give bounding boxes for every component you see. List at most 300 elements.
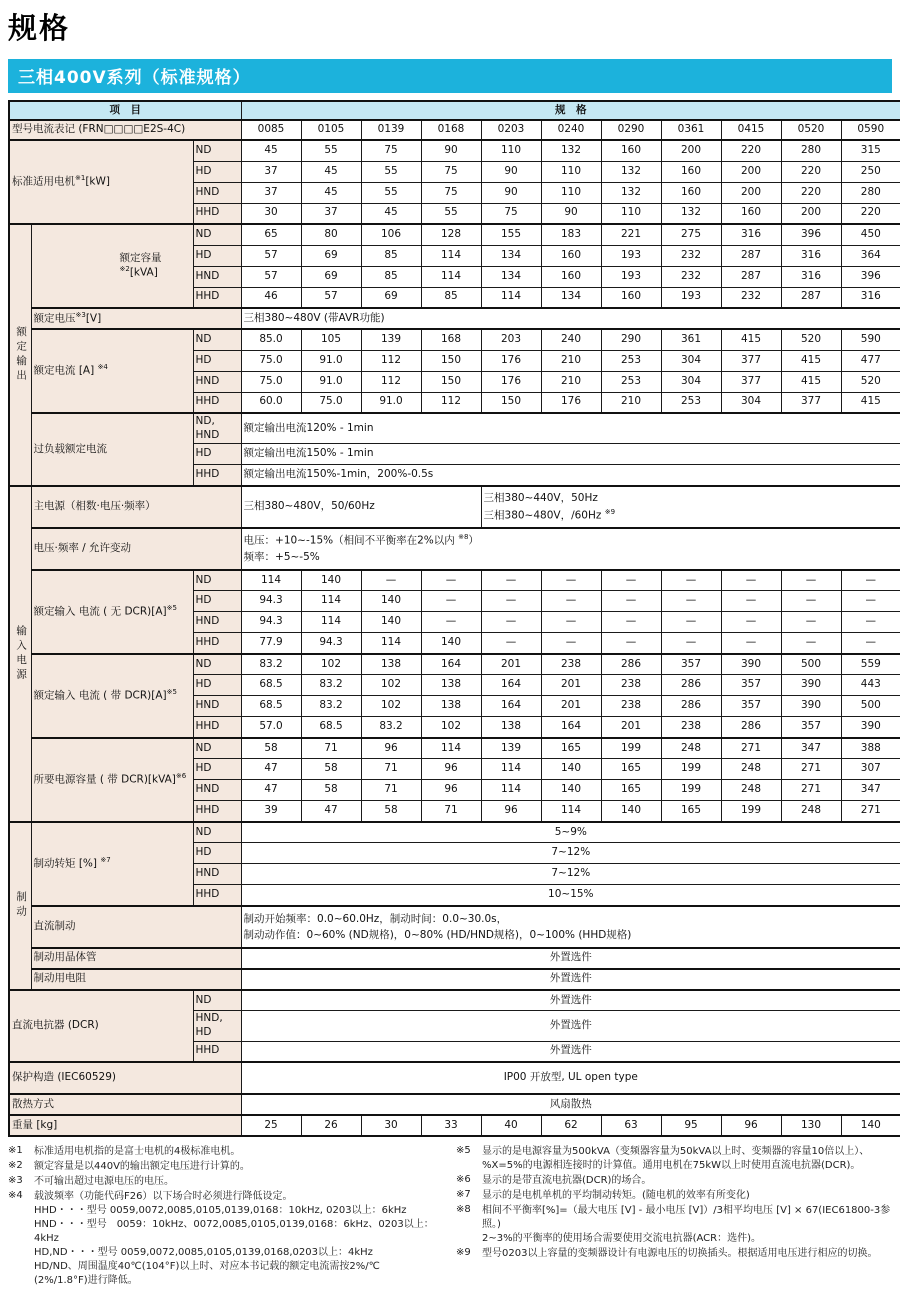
value-cell: — [421,591,481,612]
value-cell: 165 [601,780,661,801]
row-label: 散热方式 [9,1094,241,1115]
footnotes-right-column [456,1145,892,1289]
value-cell: 112 [361,350,421,371]
spec-text: 外置选件 [241,990,900,1011]
value-cell: 377 [781,392,841,413]
value-cell: 271 [781,780,841,801]
mode-label: ND [193,822,241,843]
footnote [456,1204,892,1246]
value-cell: 47 [241,780,301,801]
value-cell: — [481,612,541,633]
spec-table-body [9,101,900,1136]
value-cell: 58 [241,738,301,759]
value-cell: 69 [361,287,421,308]
value-cell: — [781,591,841,612]
value-cell: 114 [481,780,541,801]
value-cell: 377 [721,350,781,371]
footnote-ref: ※7 [100,856,111,865]
footnote [8,1190,444,1288]
value-cell: 232 [661,245,721,266]
value-cell: 128 [421,224,481,245]
row-label: 制动用电阻 [31,969,241,990]
value-cell: 55 [361,182,421,203]
value-cell: 164 [481,696,541,717]
value-cell: 110 [541,182,601,203]
footnote-line: HD,ND・・・型号 0059,0072,0085,0105,0139,0168,0203以上：4kHz [34,1247,373,1259]
value-cell: 316 [721,224,781,245]
spec-text: 额定输出电流120% - 1min [241,413,900,444]
footnote-marker: ※5 [456,1145,471,1157]
value-cell: 110 [601,203,661,224]
value-cell: 83.2 [301,696,361,717]
value-cell: 65 [241,224,301,245]
footnote [456,1145,892,1173]
value-cell: 396 [841,266,900,287]
value-cell: 140 [301,570,361,591]
value-cell: — [481,570,541,591]
value-cell: 140 [541,759,601,780]
value-cell: 114 [421,266,481,287]
value-cell: 500 [781,654,841,675]
spec-text: 外置选件 [241,1041,900,1062]
spec-table [8,100,900,1137]
value-cell: 69 [301,266,361,287]
value-cell: — [541,612,601,633]
mode-label: HND [193,371,241,392]
value-cell: 75 [421,182,481,203]
value-cell: 95 [661,1115,721,1136]
value-cell: 114 [301,591,361,612]
value-cell: 238 [541,654,601,675]
value-cell: 114 [421,245,481,266]
value-cell: 364 [841,245,900,266]
value-cell: 176 [481,371,541,392]
value-cell: 134 [481,245,541,266]
value-cell: 106 [361,224,421,245]
row-label: 额定电压$^{※3}$[V] [31,308,241,329]
mode-label: HD [193,759,241,780]
footnote-ref: ※8 [458,533,469,542]
footnote-ref: ※9 [604,507,616,516]
value-cell: — [661,633,721,654]
value-cell: 75.0 [241,371,301,392]
value-cell: 112 [361,371,421,392]
value-cell: 193 [601,266,661,287]
mode-label: HD [193,591,241,612]
mode-label: ND [193,654,241,675]
footnote-line: 显示的是带直流电抗器(DCR)的场合。 [482,1175,652,1187]
group-label: 额定输出 [9,224,31,486]
value-cell: 220 [781,182,841,203]
mode-label: HHD [193,287,241,308]
value-cell: 286 [721,717,781,738]
value-cell: 68.5 [301,717,361,738]
mode-label: HD [193,843,241,864]
value-cell: 200 [721,182,781,203]
value-cell: — [841,633,900,654]
value-cell: 201 [541,675,601,696]
spec-text: 7~12% [241,843,900,864]
value-cell: — [541,570,601,591]
value-cell: 390 [841,717,900,738]
mode-label: HHD [193,465,241,486]
mode-label: HHD [193,717,241,738]
value-cell: 201 [601,717,661,738]
spec-text: 外置选件 [241,1011,900,1041]
value-cell: 91.0 [301,350,361,371]
value-cell: 58 [301,780,361,801]
value-cell: 238 [601,696,661,717]
row-label: 直流电抗器 (DCR) [9,990,193,1062]
value-cell: 90 [481,182,541,203]
value-cell: 250 [841,161,900,182]
value-cell: 114 [481,759,541,780]
value-cell: — [841,612,900,633]
value-cell: 80 [301,224,361,245]
value-cell: 45 [301,182,361,203]
value-cell: 140 [841,1115,900,1136]
mode-label: HND [193,612,241,633]
value-cell: 37 [301,203,361,224]
value-cell: 58 [361,801,421,822]
value-cell: 307 [841,759,900,780]
footnote-marker: ※6 [456,1174,471,1186]
spec-text: 7~12% [241,864,900,885]
value-cell: 271 [721,738,781,759]
value-cell: 357 [661,654,721,675]
value-cell: 140 [601,801,661,822]
model-code: 0105 [301,120,361,140]
value-cell: 176 [481,350,541,371]
value-cell: 138 [421,675,481,696]
footnote-ref: ※2 [119,265,130,274]
value-cell: 39 [241,801,301,822]
value-cell: 55 [361,161,421,182]
mode-label: ND [193,140,241,161]
row-label: 所要电源容量 ( 带 DCR)[kVA]$^{※6}$ [31,738,193,822]
model-code: 0415 [721,120,781,140]
value-cell: 102 [301,654,361,675]
mode-label: HND [193,696,241,717]
value-cell: 286 [661,675,721,696]
value-cell: 248 [661,738,721,759]
value-cell: 238 [661,717,721,738]
value-cell: 199 [721,801,781,822]
value-cell: 221 [601,224,661,245]
spec-text: 制动开始频率：0.0~60.0Hz，制动时间：0.0~30.0s， 制动动作值：0~60% (ND规格)，0~80% (HD/HND规格)，0~100% (HHD规格) [241,906,900,948]
value-cell: — [781,633,841,654]
footnotes [8,1145,892,1289]
spec-text: 风扇散热 [241,1094,900,1115]
value-cell: 37 [241,182,301,203]
mode-label: HHD [193,203,241,224]
value-cell: 47 [241,759,301,780]
group-label: 输入电源 [9,486,31,822]
value-cell: — [601,633,661,654]
value-cell: — [721,612,781,633]
footnote-ref: ※5 [166,688,177,697]
value-cell: 183 [541,224,601,245]
value-cell: 60.0 [241,392,301,413]
value-cell: 199 [661,759,721,780]
value-cell: 114 [301,612,361,633]
value-cell: 253 [601,350,661,371]
value-cell: 138 [421,696,481,717]
value-cell: 287 [781,287,841,308]
value-cell: 140 [361,591,421,612]
model-code: 0290 [601,120,661,140]
row-label: 保护构造 (IEC60529) [9,1062,241,1094]
row-label: 额定电流 [A] $^{※4}$ [31,329,193,413]
value-cell: — [361,570,421,591]
spec-text: 电压：+10~-15%（相间不平衡率在2%以内 $^{※8}$） 频率：+5~-5% [241,528,900,570]
row-label: 电压·频率 / 允许变动 [31,528,241,570]
value-cell: 68.5 [241,675,301,696]
value-cell: — [601,570,661,591]
spec-text: 额定输出电流150% - 1min [241,444,900,465]
footnote-ref: ※1 [75,174,86,183]
value-cell: 96 [361,738,421,759]
row-label: 额定输入 电流 ( 无 $DCR)[A]^{※5}$ [31,570,193,654]
value-cell: 83.2 [241,654,301,675]
value-cell: 57 [301,287,361,308]
footnote [8,1160,444,1174]
value-cell: 75.0 [241,350,301,371]
footnote-marker: ※1 [8,1145,23,1157]
value-cell: 96 [721,1115,781,1136]
value-cell: 164 [481,675,541,696]
value-cell: 390 [781,696,841,717]
value-cell: 139 [481,738,541,759]
model-code: 0590 [841,120,900,140]
mode-label: HHD [193,392,241,413]
value-cell: 55 [301,140,361,161]
value-cell: 160 [661,161,721,182]
value-cell: 102 [421,717,481,738]
footnote-line: HHD・・・型号 0059,0072,0085,0105,0139,0168：10kHz, 0203以上：6kHz [34,1205,407,1217]
value-cell: 140 [541,780,601,801]
value-cell: — [421,612,481,633]
value-cell: 253 [601,371,661,392]
value-cell: 199 [601,738,661,759]
value-cell: 71 [421,801,481,822]
value-cell: 357 [781,717,841,738]
value-cell: 114 [421,738,481,759]
footnote-ref: ※6 [175,772,187,781]
value-cell: 248 [721,780,781,801]
value-cell: 91.0 [361,392,421,413]
value-cell: 286 [601,654,661,675]
value-cell: 415 [781,350,841,371]
footnote-line: (2%/1.8°F)进行降低。 [34,1275,138,1287]
value-cell: 55 [421,203,481,224]
footnote-line: 型号0203以上容量的变频器设计有电源电压的切换插头。根据适用电压进行相应的切换。 [482,1248,878,1260]
value-cell: 96 [481,801,541,822]
value-cell: 140 [361,612,421,633]
value-cell: 415 [841,392,900,413]
value-cell: 75 [481,203,541,224]
footnote-line: 额定容量是以440V的输出额定电压进行计算的。 [34,1161,250,1173]
value-cell: 138 [361,654,421,675]
value-cell: 57 [241,266,301,287]
model-code: 0203 [481,120,541,140]
value-cell: 110 [541,161,601,182]
value-cell: 130 [781,1115,841,1136]
footnote-marker: ※2 [8,1160,23,1172]
value-cell: 165 [601,759,661,780]
row-label: 重量 [kg] [9,1115,241,1136]
value-cell: 155 [481,224,541,245]
footnote-marker: ※9 [456,1247,471,1259]
value-cell: 377 [721,371,781,392]
mode-label: ND [193,738,241,759]
footnotes-left-column [8,1145,444,1289]
value-cell: — [781,612,841,633]
value-cell: 500 [841,696,900,717]
value-cell: 200 [721,161,781,182]
value-cell: 201 [481,654,541,675]
footnote [456,1174,892,1188]
value-cell: 45 [301,161,361,182]
value-cell: — [721,591,781,612]
mode-label: HHD [193,633,241,654]
value-cell: 90 [541,203,601,224]
spec-text: 10~15% [241,885,900,906]
value-cell: 150 [421,350,481,371]
value-cell: 114 [481,287,541,308]
value-cell: 112 [421,392,481,413]
mode-label: HD [193,350,241,371]
value-cell: 150 [481,392,541,413]
model-row-label: 型号电流表记 (FRN□□□□E2S-4C) [9,120,241,140]
column-header-item: 项 目 [9,101,241,120]
value-cell: — [841,591,900,612]
value-cell: 160 [601,287,661,308]
value-cell: 37 [241,161,301,182]
value-cell: 85.0 [241,329,301,350]
group-label: 制动 [9,822,31,990]
value-cell: 85 [361,245,421,266]
row-label: 制动用晶体管 [31,948,241,969]
value-cell: 164 [541,717,601,738]
footnote-marker: ※8 [456,1204,471,1216]
value-cell: 110 [481,140,541,161]
value-cell: 132 [601,161,661,182]
value-cell: 165 [541,738,601,759]
value-cell: — [781,570,841,591]
footnote-marker: ※3 [8,1175,23,1187]
value-cell: — [601,612,661,633]
value-cell: 134 [541,287,601,308]
spec-text: 额定输出电流150%-1min，200%-0.5s [241,465,900,486]
mode-label: ND [193,329,241,350]
value-cell: 304 [721,392,781,413]
value-cell: 26 [301,1115,361,1136]
footnote-line: 不可输出超过电源电压的电压。 [34,1176,174,1188]
spec-text: 三相380~480V，50/60Hz [241,486,481,528]
value-cell: 150 [421,371,481,392]
value-cell: 316 [781,245,841,266]
spec-text: 三相380~440V，50Hz 三相380~480V，/60Hz $^{※9}$ [481,486,900,528]
mode-label: HD [193,444,241,465]
footnote-ref: ※5 [166,604,177,613]
spec-text: 外置选件 [241,969,900,990]
row-label: 额定容量$^{※2}$[kVA] [31,224,193,308]
value-cell: 390 [781,675,841,696]
value-cell: 220 [721,140,781,161]
model-code: 0139 [361,120,421,140]
series-banner [8,59,892,93]
footnote-marker: ※7 [456,1189,471,1201]
value-cell: 443 [841,675,900,696]
value-cell: 132 [661,203,721,224]
value-cell: — [661,612,721,633]
row-label: 额定输入 电流 ( 带 $DCR)[A]^{※5}$ [31,654,193,738]
footnote-line: 标准适用电机指的是富士电机的4极标准电机。 [34,1146,241,1158]
value-cell: 91.0 [301,371,361,392]
value-cell: 220 [781,161,841,182]
value-cell: 590 [841,329,900,350]
value-cell: 200 [781,203,841,224]
footnote-ref: ※4 [97,363,108,372]
value-cell: 45 [241,140,301,161]
row-label: 过负载额定电流 [31,413,193,486]
value-cell: 253 [661,392,721,413]
value-cell: 62 [541,1115,601,1136]
value-cell: 168 [421,329,481,350]
value-cell: 415 [781,371,841,392]
value-cell: 94.3 [301,633,361,654]
value-cell: 83.2 [301,675,361,696]
value-cell: 33 [421,1115,481,1136]
value-cell: 357 [721,696,781,717]
value-cell: 396 [781,224,841,245]
mode-label: ND [193,990,241,1011]
value-cell: 160 [601,140,661,161]
value-cell: 390 [721,654,781,675]
value-cell: 210 [541,350,601,371]
value-cell: 304 [661,371,721,392]
mode-label: HND [193,864,241,885]
value-cell: 30 [361,1115,421,1136]
value-cell: 477 [841,350,900,371]
value-cell: 275 [661,224,721,245]
row-label: 主电源（相数·电压·频率） [31,486,241,528]
mode-label: ND [193,570,241,591]
mode-label: HHD [193,801,241,822]
footnote-line: 相间不平衡率[%]=（最大电压 [V] - 最小电压 [V]）/3相平均电压 [V] × 67(IEC61800-3参照。) [482,1205,891,1231]
value-cell: 160 [721,203,781,224]
value-cell: 220 [841,203,900,224]
series-banner-text: 三相400V系列（标准规格） [18,68,251,88]
value-cell: 83.2 [361,717,421,738]
value-cell: — [421,570,481,591]
value-cell: 69 [301,245,361,266]
value-cell: 160 [541,266,601,287]
value-cell: 132 [601,182,661,203]
value-cell: 75 [421,161,481,182]
value-cell: 388 [841,738,900,759]
value-cell: — [721,633,781,654]
value-cell: 280 [781,140,841,161]
value-cell: 114 [541,801,601,822]
value-cell: 290 [601,329,661,350]
value-cell: 85 [361,266,421,287]
value-cell: 199 [661,780,721,801]
spec-text: 三相380~480V (带AVR功能) [241,308,900,329]
value-cell: 138 [481,717,541,738]
value-cell: 193 [661,287,721,308]
